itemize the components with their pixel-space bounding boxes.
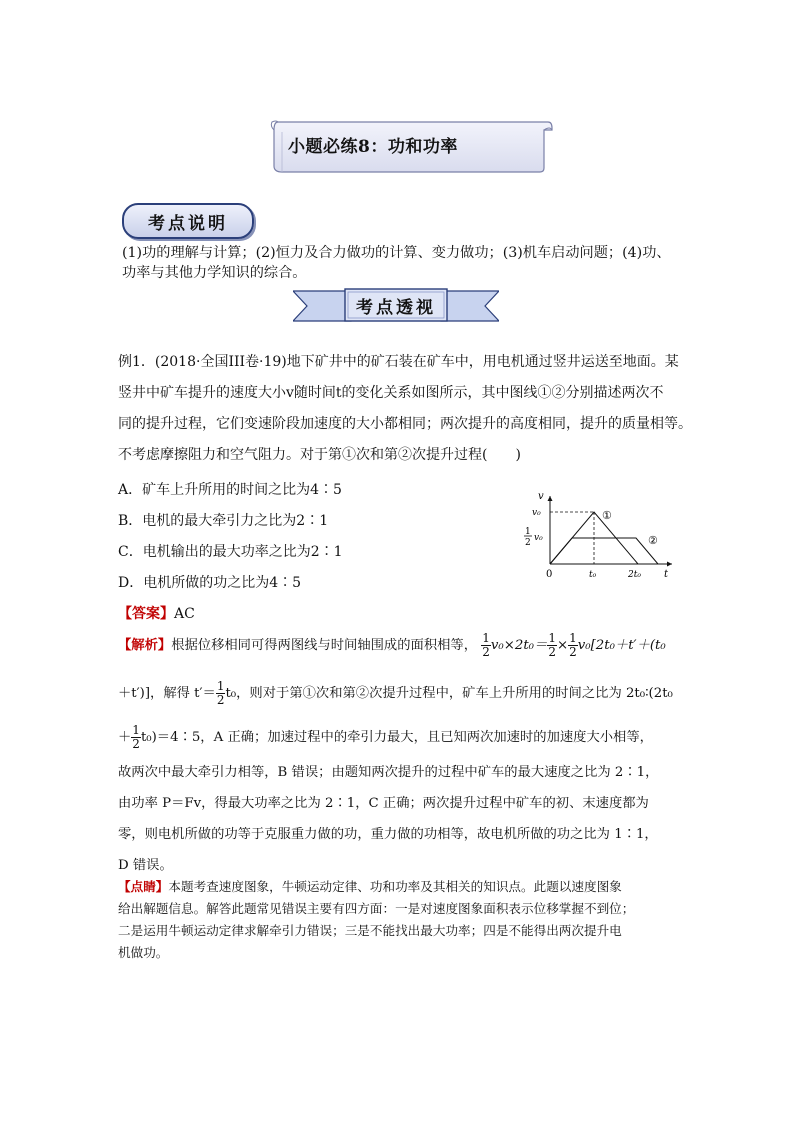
frac-den: 2 xyxy=(548,645,556,659)
curve-1-label: ① xyxy=(602,509,612,522)
badge-label: 考点说明 xyxy=(148,214,228,234)
option-a: A．矿车上升所用的时间之比为4∶5 xyxy=(118,482,342,498)
frac-num: 1 xyxy=(216,679,225,693)
frac-num: 1 xyxy=(482,631,490,645)
analysis-text-2b: t₀，则对于第①次和第②次提升过程中，矿车上升所用的时间之比为 2t₀∶(2t₀ xyxy=(225,686,673,701)
t0-label: t₀ xyxy=(589,570,597,580)
axis-t-label: t xyxy=(664,569,669,580)
analysis-line-5: 由功率 P＝Fv，得最大功率之比为 2∶1，C 正确；两次提升过程中矿车的初、末速度都为 xyxy=(118,796,649,811)
option-c: C．电机输出的最大功率之比为2∶1 xyxy=(118,544,343,560)
frac-num: 1 xyxy=(569,631,577,645)
analysis-text-1: 根据位移相同可得两图线与时间轴围成的面积相等， xyxy=(171,638,478,653)
option-d: D．电机所做的功之比为4∶5 xyxy=(118,575,302,591)
page-title: 小题必练8：功和功率 xyxy=(288,137,458,157)
title-banner xyxy=(268,118,554,176)
analysis-text-2a: ＋t′)]，解得 t′＝ xyxy=(118,686,216,701)
analysis-text-3a: ＋ xyxy=(118,730,132,745)
curve-2 xyxy=(550,538,658,564)
question-line-2: 竖井中矿车提升的速度大小v随时间t的变化关系如图所示，其中图线①②分别描述两次不 xyxy=(118,385,664,401)
option-b: B．电机的最大牵引力之比为2∶1 xyxy=(118,513,329,529)
eq-part-b: × xyxy=(556,638,569,653)
frac-den: 2 xyxy=(216,693,225,707)
frac-den: 2 xyxy=(482,645,490,659)
half-den: 2 xyxy=(525,538,531,548)
banner-label: 考点透视 xyxy=(356,298,436,318)
analysis-line-7: D 错误。 xyxy=(118,858,173,873)
eq-part-a: v₀×2t₀＝ xyxy=(490,638,548,653)
fraction-half xyxy=(568,632,578,659)
two-t0-label: 2t₀ xyxy=(628,570,641,580)
section-badge-explain xyxy=(122,203,254,239)
answer-tag: 【答案】 xyxy=(118,606,174,622)
axis-v-label: v xyxy=(538,491,544,502)
half-v0-label: v₀ xyxy=(534,533,543,543)
analysis-tag: 【解析】 xyxy=(118,638,172,653)
v-axis-arrow xyxy=(548,496,553,501)
velocity-time-graph xyxy=(522,488,682,588)
comment-text-1: 本题考查速度图象，牛顿运动定律、功和功率及其相关的知识点。此题以速度图象 xyxy=(168,879,622,894)
answer-value: AC xyxy=(174,606,195,622)
comment-line-4: 机做功。 xyxy=(118,945,169,960)
frac-num: 1 xyxy=(548,631,556,645)
curve-2-label: ② xyxy=(648,534,658,547)
fraction-half xyxy=(547,632,557,659)
origin-label: 0 xyxy=(546,569,553,580)
question-line-4: 不考虑摩擦阻力和空气阻力。对于第①次和第②次提升过程( ) xyxy=(118,447,521,463)
analysis-line-3 xyxy=(118,724,653,751)
frac-den: 2 xyxy=(132,737,140,751)
comment-line-2: 给出解题信息。解答此题常见错误主要有四方面：一是对速度图象面积表示位移掌握不到位； xyxy=(118,901,635,916)
eq-part-c: v₀[2t₀＋t′＋(t₀ xyxy=(577,638,666,653)
fraction-half xyxy=(216,680,226,707)
comment-line-1 xyxy=(118,876,622,898)
v0-label: v₀ xyxy=(532,508,541,518)
question-line-1: 例1．(2018·全国III卷·19)地下矿井中的矿石装在矿车中，用电机通过竖井运送至地面。某 xyxy=(118,354,679,370)
comment-line-3: 二是运用牛顿运动定律求解牵引力错误；三是不能找出最大功率；四是不能得出两次提升电 xyxy=(118,923,622,938)
comment-tag: 【点睛】 xyxy=(118,879,169,894)
section-banner-insight xyxy=(293,288,499,324)
analysis-line-1 xyxy=(118,632,666,659)
half-num: 1 xyxy=(525,527,531,537)
analysis-line-6: 零，则电机所做的功等于克服重力做的功，重力做的功相等，故电机所做的功之比为 1∶1， xyxy=(118,827,658,842)
fraction-half xyxy=(481,632,491,659)
frac-num: 1 xyxy=(132,723,140,737)
analysis-line-4: 故两次中最大牵引力相等，B 错误；由题知两次提升的过程中矿车的最大速度之比为 2∶1， xyxy=(118,765,659,780)
question-line-3: 同的提升过程，它们变速阶段加速度的大小都相同；两次提升的高度相同，提升的质量相等。 xyxy=(118,416,692,432)
answer-line xyxy=(118,603,195,623)
intro-text: (1)功的理解与计算；(2)恒力及合力做功的计算、变力做功；(3)机车启动问题；(4)功、功率与其他力学知识的综合。 xyxy=(122,245,671,281)
analysis-text-3b: t₀)＝4∶5，A 正确；加速过程中的牵引力最大，且已知两次加速时的加速度大小相等， xyxy=(140,730,653,745)
t-axis-arrow xyxy=(667,562,672,567)
fraction-half xyxy=(131,724,141,751)
frac-den: 2 xyxy=(569,645,577,659)
analysis-line-2 xyxy=(118,680,673,707)
